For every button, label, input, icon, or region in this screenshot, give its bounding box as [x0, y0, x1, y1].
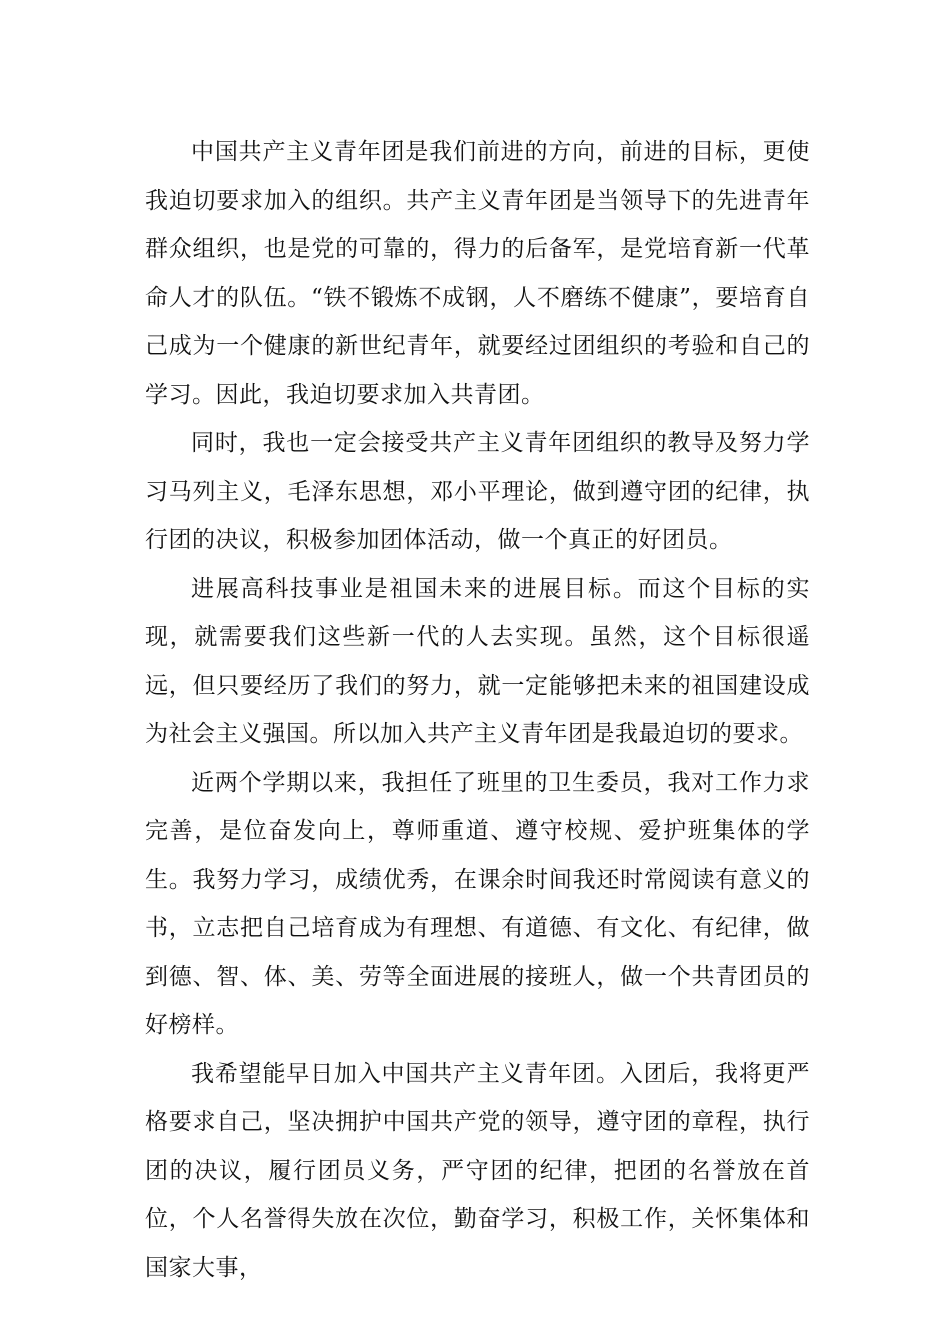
paragraph-3: 进展高科技事业是祖国未来的进展目标。而这个目标的实现，就需要我们这些新一代的人去实现。虽然，这个目标很遥远，但只要经历了我们的努力，就一定能够把未来的祖国建设成为社会主义强国。所以加入共产主义青年团是我最迫切的要求。 [145, 575, 810, 747]
paragraph-4: 近两个学期以来，我担任了班里的卫生委员，我对工作力求完善，是位奋发向上，尊师重道、遵守校规、爱护班集体的学生。我努力学习，成绩优秀，在课余时间我还时常阅读有意义的书，立志把自己培育成为有理想、有道德、有文化、有纪律，做到德、智、体、美、劳等全面进展的接班人，做一个共青团员的好榜样。 [145, 769, 810, 1038]
paragraph-2: 同时，我也一定会接受共产主义青年团组织的教导及努力学习马列主义，毛泽东思想，邓小平理论，做到遵守团的纪律，执行团的决议，积极参加团体活动，做一个真正的好团员。 [145, 430, 810, 553]
paragraph-5: 我希望能早日加入中国共产主义青年团。入团后，我将更严格要求自己，坚决拥护中国共产党的领导，遵守团的章程，执行团的决议，履行团员义务，严守团的纪律，把团的名誉放在首位，个人名誉得失放在次位，勤奋学习，积极工作，关怀集体和国家大事， [145, 1060, 810, 1281]
paragraph-1: 中国共产主义青年团是我们前进的方向，前进的目标，更使我迫切要求加入的组织。共产主义青年团是当领导下的先进青年群众组织，也是党的可靠的，得力的后备军，是党培育新一代革命人才的队伍。“铁不锻炼不成钢，人不磨练不健康”，要培育自己成为一个健康的新世纪青年，就要经过团组织的考验和自己的学习。因此，我迫切要求加入共青团。 [145, 139, 810, 408]
document-body [145, 128, 810, 1292]
